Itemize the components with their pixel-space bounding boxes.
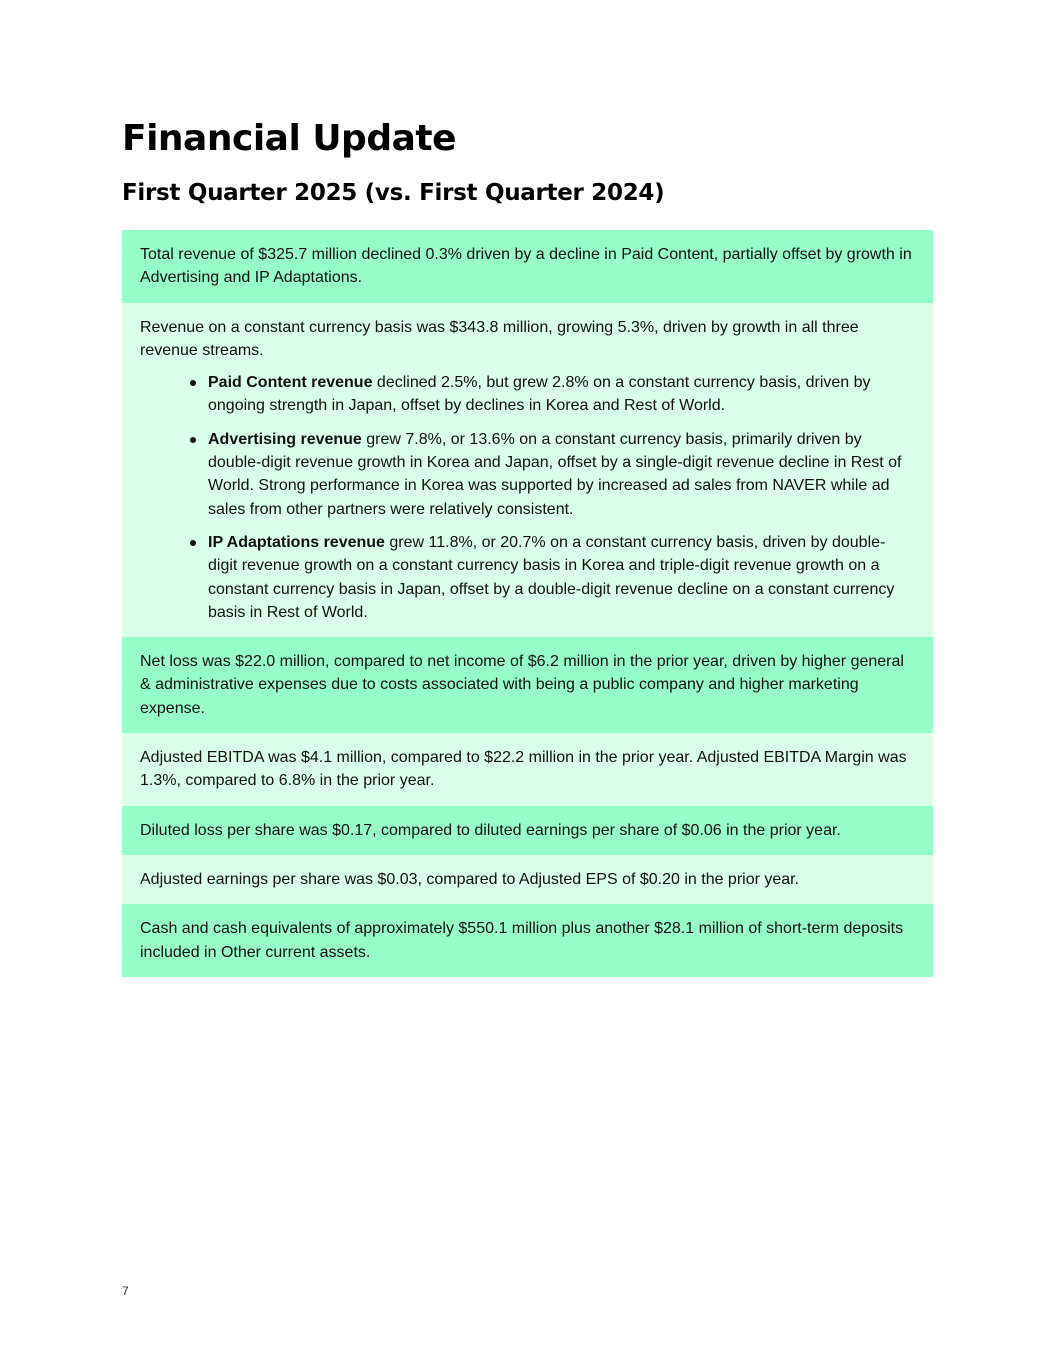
revenue-stream-list [140, 371, 913, 624]
diluted-loss-block [122, 806, 933, 855]
diluted-loss-text: Diluted loss per share was $0.17, compared to diluted earnings per share of $0.06 in the prior year. [140, 821, 841, 839]
adjusted-ebitda-text: Adjusted EBITDA was $4.1 million, compared to $22.2 million in the prior year. Adjusted EBITDA Margin was 1.3%, compared to 6.8% in the prior year. [140, 749, 907, 790]
paid-content-text: declined 2.5%, but grew 2.8% on a constant currency basis, driven by ongoing strength in Japan, offset by declines in Korea and Rest of World. [208, 374, 871, 415]
ip-adaptations-text: grew 11.8%, or 20.7% on a constant currency basis, driven by double-digit revenue growth on a constant currency basis in Korea and triple-digit revenue growth on a constant currency basis in Japan, offset by a double-digit revenue decline on a constant currency basis in Rest of World. [208, 533, 895, 621]
bullet-icon [190, 380, 196, 386]
adjusted-eps-block [122, 855, 933, 904]
advertising-label: Advertising revenue [208, 430, 362, 448]
list-item-advertising [208, 428, 913, 521]
total-revenue-text: Total revenue of $325.7 million declined 0.3% driven by a decline in Paid Content, partially offset by growth in Advertising and IP Adaptations. [140, 246, 912, 287]
bullet-icon [190, 437, 196, 443]
net-loss-text: Net loss was $22.0 million, compared to net income of $6.2 million in the prior year, driven by higher general & administrative expenses due to costs associated with being a public company and higher marketing expense. [140, 653, 904, 717]
cash-text: Cash and cash equivalents of approximately $550.1 million plus another $28.1 million of short-term deposits included in Other current assets. [140, 920, 904, 961]
cash-block [122, 904, 933, 977]
adjusted-ebitda-block [122, 733, 933, 806]
page-title: Financial Update [122, 118, 457, 159]
paid-content-label: Paid Content revenue [208, 374, 373, 392]
net-loss-block [122, 637, 933, 733]
page-number: 7 [122, 1284, 129, 1298]
constant-currency-block [122, 303, 933, 638]
adjusted-eps-text: Adjusted earnings per share was $0.03, compared to Adjusted EPS of $0.20 in the prior year. [140, 870, 800, 888]
advertising-text: grew 7.8%, or 13.6% on a constant currency basis, primarily driven by double-digit revenue growth in Korea and Japan, offset by a single-digit revenue decline in Rest of World. Strong performance in Korea was supported by increased ad sales from NAVER while ad sales from other partners were relatively consistent. [208, 430, 902, 518]
list-item-paid-content [208, 371, 913, 418]
total-revenue-block [122, 230, 933, 303]
bullet-icon [190, 540, 196, 546]
ip-adaptations-label: IP Adaptations revenue [208, 533, 385, 551]
financial-highlights [122, 230, 933, 977]
constant-currency-text: Revenue on a constant currency basis was $343.8 million, growing 5.3%, driven by growth in all three revenue streams. [140, 318, 859, 359]
list-item-ip-adaptations [208, 531, 913, 624]
page-subtitle: First Quarter 2025 (vs. First Quarter 2024) [122, 180, 665, 206]
